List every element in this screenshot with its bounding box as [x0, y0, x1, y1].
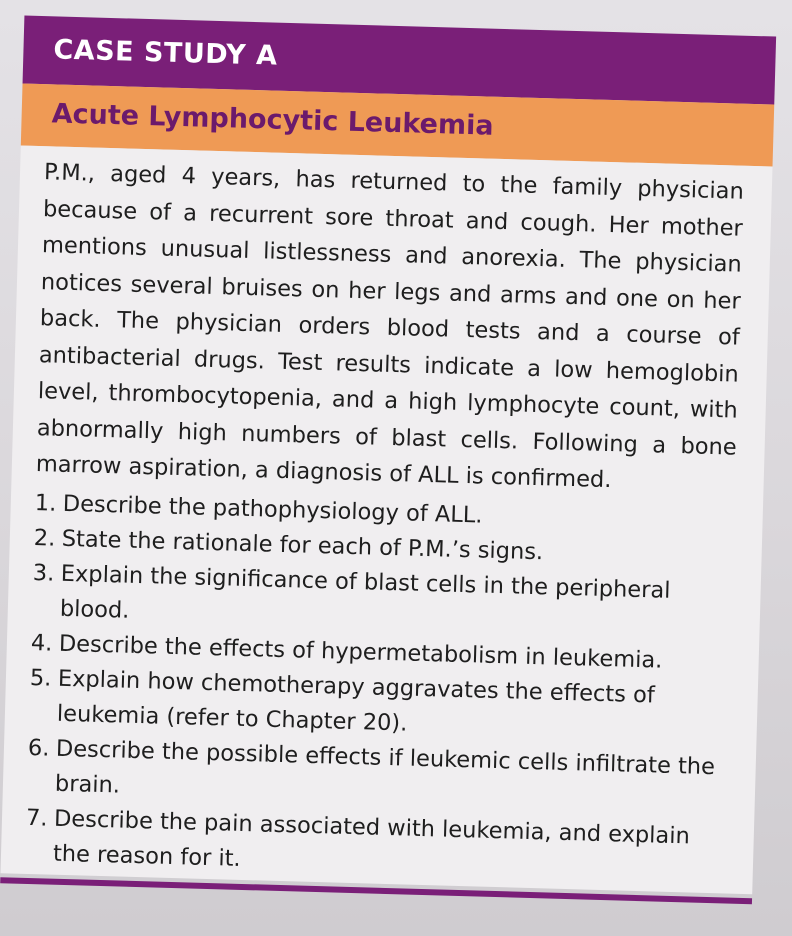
question-number: 3.	[32, 560, 55, 587]
question-number: 5.	[29, 664, 52, 692]
question-text: Describe the pathophysiology of ALL.	[62, 490, 483, 529]
case-study-title: Acute Lymphocytic Leukemia	[51, 98, 494, 142]
question-number: 4.	[30, 629, 53, 657]
question-number: 2.	[33, 525, 56, 552]
question-text: Describe the effects of hypermetabolism in leukemia.	[58, 630, 663, 674]
case-study-header: CASE STUDY A	[53, 34, 278, 72]
question-text: Explain the significance of blast cells in the peripheral blood.	[59, 560, 671, 624]
case-study-body	[0, 146, 772, 895]
question-text: State the rationale for each of P.M.’s signs.	[61, 525, 544, 566]
question-list	[25, 486, 735, 890]
question-text: Describe the possible effects if leukemic cells infiltrate the brain.	[54, 735, 716, 799]
question-number: 6.	[27, 734, 50, 762]
case-description: P.M., aged 4 years, has returned to the family physician because of a recurrent sore throat and cough. Her mother mentions unusual listlessness and anorexia. The physician notices several bruises on her legs and arms and one on her back. The physician orders blood tests and a course of antibacterial drugs. Test results indicate a low hemoglobin level, thrombocytopenia, and a high lymphocyte count, with abnormally high numbers of blast cells. Following a bone marrow aspiration, a diagnosis of ALL is confirmed.	[35, 159, 745, 494]
question-number: 7.	[25, 804, 48, 832]
case-study-box	[0, 16, 776, 923]
question-text: Describe the pain associated with leukemia, and explain the reason for it.	[52, 805, 691, 872]
question-number: 1.	[34, 490, 57, 517]
question-text: Explain how chemotherapy aggravates the effects of leukemia (refer to Chapter 20).	[56, 665, 656, 737]
